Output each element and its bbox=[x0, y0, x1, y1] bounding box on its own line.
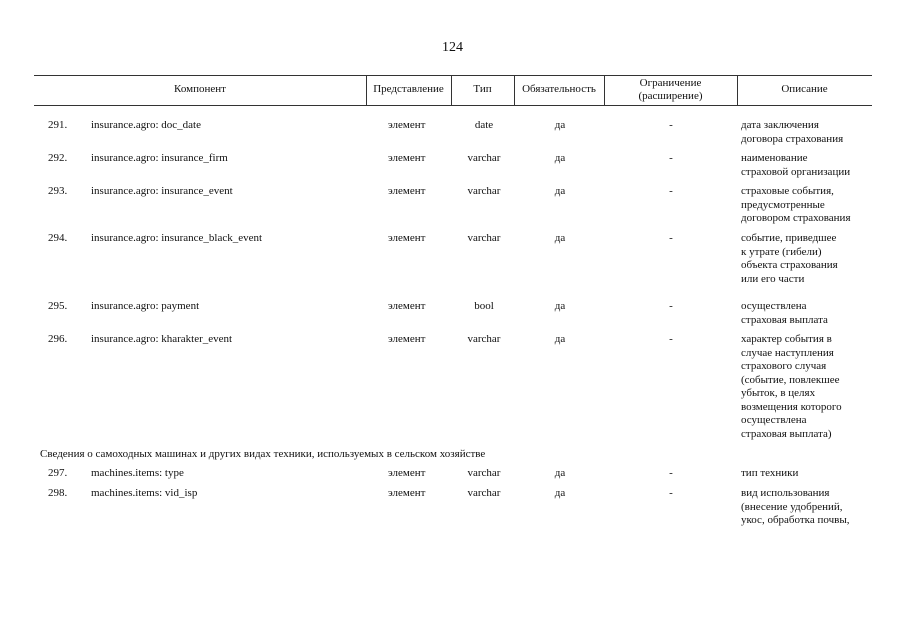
table-header-rule bbox=[34, 105, 872, 106]
description-line: к утрате (гибели) bbox=[741, 245, 822, 258]
row-required: да bbox=[554, 232, 566, 244]
row-representation: элемент bbox=[388, 300, 426, 312]
row-limit: - bbox=[669, 185, 673, 197]
row-type: date bbox=[474, 119, 494, 131]
row-type: varchar bbox=[467, 333, 501, 345]
row-description bbox=[741, 487, 872, 528]
row-type: varchar bbox=[467, 487, 501, 499]
description-line: объекта страхования bbox=[741, 259, 838, 271]
row-description bbox=[741, 333, 872, 441]
header-limit-line2: (расширение) bbox=[638, 90, 703, 102]
description-line: осуществлена bbox=[741, 300, 807, 312]
row-type: varchar bbox=[467, 467, 501, 479]
description-line: вид использования bbox=[741, 487, 830, 499]
description-line: договора страхования bbox=[741, 132, 844, 145]
row-required: да bbox=[554, 487, 566, 499]
description-line: страховая выплата bbox=[741, 313, 828, 326]
description-line: случае наступления bbox=[741, 346, 834, 359]
description-line: договором страхования bbox=[741, 212, 851, 224]
row-representation: элемент bbox=[388, 185, 426, 197]
row-representation: элемент bbox=[388, 152, 426, 164]
description-line: укос, обработка почвы, bbox=[741, 514, 850, 526]
row-limit: - bbox=[669, 300, 673, 312]
row-number: 291. bbox=[48, 119, 68, 131]
description-line: событие, приведшее bbox=[741, 232, 837, 244]
row-component: insurance.agro: insurance_event bbox=[91, 185, 233, 197]
description-line: предусмотренные bbox=[741, 198, 825, 211]
row-description bbox=[741, 232, 872, 286]
description-line: страховой организации bbox=[741, 165, 851, 178]
row-representation: элемент bbox=[388, 232, 426, 244]
section-title: Сведения о самоходных машинах и других видах техники, используемых в сельском хозяйстве bbox=[40, 448, 486, 460]
row-required: да bbox=[554, 467, 566, 479]
row-component: insurance.agro: kharakter_event bbox=[91, 333, 233, 345]
description-line: возмещения которого bbox=[741, 400, 842, 413]
row-description bbox=[741, 467, 872, 481]
row-type: varchar bbox=[467, 152, 501, 164]
description-line: страховые события, bbox=[741, 185, 834, 197]
row-representation: элемент bbox=[388, 487, 426, 499]
row-limit: - bbox=[669, 333, 673, 345]
row-description bbox=[741, 300, 872, 327]
row-description bbox=[741, 185, 872, 226]
row-number: 294. bbox=[48, 232, 68, 244]
row-representation: элемент bbox=[388, 333, 426, 345]
row-component: insurance.agro: doc_date bbox=[91, 119, 201, 131]
row-limit: - bbox=[669, 232, 673, 244]
header-required: Обязательность bbox=[522, 83, 596, 96]
row-type: bool bbox=[474, 300, 494, 312]
row-component: insurance.agro: insurance_firm bbox=[91, 152, 228, 164]
row-required: да bbox=[554, 185, 566, 197]
row-required: да bbox=[554, 119, 566, 131]
row-limit: - bbox=[669, 119, 673, 131]
header-limit bbox=[604, 75, 737, 105]
row-required: да bbox=[554, 152, 566, 164]
page-number: 124 bbox=[442, 40, 463, 55]
row-component: machines.items: vid_isp bbox=[91, 487, 198, 499]
header-type: Тип bbox=[473, 83, 492, 96]
description-line: (событие, повлекшее bbox=[741, 373, 840, 386]
row-description bbox=[741, 119, 872, 146]
row-component: machines.items: type bbox=[91, 467, 184, 479]
row-number: 293. bbox=[48, 185, 68, 197]
header-component: Компонент bbox=[174, 83, 226, 96]
row-type: varchar bbox=[467, 232, 501, 244]
row-representation: элемент bbox=[388, 119, 426, 131]
description-line: характер события в bbox=[741, 333, 832, 345]
row-required: да bbox=[554, 300, 566, 312]
row-limit: - bbox=[669, 487, 673, 499]
row-number: 292. bbox=[48, 152, 68, 164]
description-line: наименование bbox=[741, 152, 808, 164]
description-line: дата заключения bbox=[741, 119, 819, 131]
row-description bbox=[741, 152, 872, 179]
row-number: 295. bbox=[48, 300, 68, 312]
header-limit-line1: Ограничение bbox=[639, 76, 702, 89]
row-limit: - bbox=[669, 467, 673, 479]
row-limit: - bbox=[669, 152, 673, 164]
header-representation: Представление bbox=[373, 83, 444, 96]
description-line: (внесение удобрений, bbox=[741, 500, 843, 513]
row-required: да bbox=[554, 333, 566, 345]
row-component: insurance.agro: insurance_black_event bbox=[91, 232, 263, 244]
row-representation: элемент bbox=[388, 467, 426, 479]
row-type: varchar bbox=[467, 185, 501, 197]
description-line: осуществлена bbox=[741, 414, 807, 426]
row-number: 298. bbox=[48, 487, 68, 499]
description-line: страхового случая bbox=[741, 360, 827, 372]
description-line: страховая выплата) bbox=[741, 427, 832, 440]
row-component: insurance.agro: payment bbox=[91, 300, 200, 312]
row-number: 296. bbox=[48, 333, 68, 345]
description-line: тип техники bbox=[741, 467, 799, 479]
description-line: или его части bbox=[741, 272, 805, 285]
description-line: убыток, в целях bbox=[741, 387, 816, 399]
row-number: 297. bbox=[48, 467, 68, 479]
header-description: Описание bbox=[781, 83, 828, 96]
